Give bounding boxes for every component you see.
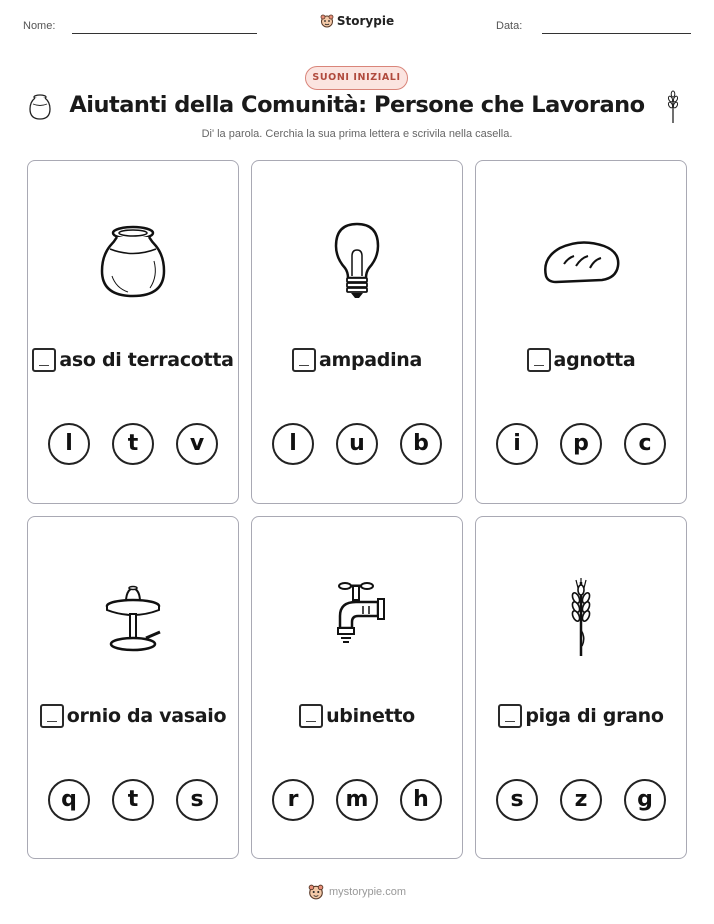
letter-choice[interactable]: s	[176, 779, 218, 821]
name-label: Nome:	[23, 20, 56, 32]
answer-box[interactable]	[527, 348, 551, 372]
answer-box[interactable]	[292, 348, 316, 372]
letter-choice[interactable]: p	[560, 423, 602, 465]
category-badge: SUONI INIZIALI	[305, 66, 408, 90]
letter-choice[interactable]: l	[48, 423, 90, 465]
brand-name: Storypie	[336, 14, 395, 28]
letter-choice[interactable]: u	[336, 423, 378, 465]
letter-choice[interactable]: m	[336, 779, 378, 821]
footer-url: mystorypie.com	[328, 886, 407, 898]
exercise-card-bread	[475, 160, 687, 504]
letter-choice[interactable]: h	[400, 779, 442, 821]
letter-choice[interactable]: c	[624, 423, 666, 465]
potters-wheel-icon	[88, 572, 178, 662]
word-ending: ubinetto	[326, 705, 415, 727]
letter-choice[interactable]: t	[112, 779, 154, 821]
faucet-icon	[312, 572, 402, 662]
letter-choice[interactable]: i	[496, 423, 538, 465]
bread-icon	[536, 216, 626, 306]
letter-choice[interactable]: b	[400, 423, 442, 465]
exercise-card-vase	[27, 160, 239, 504]
exercise-card-potters-wheel	[27, 516, 239, 859]
word-ending: ampadina	[318, 349, 423, 371]
word-ending: aso di terracotta	[59, 349, 234, 371]
letter-choice[interactable]: l	[272, 423, 314, 465]
letter-choice[interactable]: v	[176, 423, 218, 465]
instructions: Di' la parola. Cerchia la sua prima lettera e scrivila nella casella.	[201, 128, 513, 140]
wheat-icon	[664, 90, 682, 124]
lightbulb-icon	[312, 216, 402, 306]
footer	[0, 884, 714, 904]
vase-icon	[88, 216, 178, 306]
wheat-icon	[536, 572, 626, 662]
word-ending: ornio da vasaio	[66, 705, 227, 727]
answer-box[interactable]	[299, 704, 323, 728]
storypie-mascot-icon	[320, 14, 334, 28]
exercise-card-wheat	[475, 516, 687, 859]
letter-choice[interactable]: s	[496, 779, 538, 821]
answer-box[interactable]	[498, 704, 522, 728]
answer-box[interactable]	[32, 348, 56, 372]
letter-choice[interactable]: g	[624, 779, 666, 821]
word-ending: agnotta	[553, 349, 636, 371]
date-line[interactable]	[542, 33, 691, 34]
brand	[0, 13, 714, 32]
letter-choice[interactable]: z	[560, 779, 602, 821]
name-line[interactable]	[72, 33, 257, 34]
exercise-card-faucet	[251, 516, 463, 859]
answer-box[interactable]	[40, 704, 64, 728]
exercise-card-lightbulb	[251, 160, 463, 504]
letter-choice[interactable]: q	[48, 779, 90, 821]
date-label: Data:	[496, 20, 523, 32]
letter-choice[interactable]: t	[112, 423, 154, 465]
page-title: Aiutanti della Comunità: Persone che Lavorano	[69, 92, 645, 118]
word-ending: piga di grano	[525, 705, 664, 727]
storypie-mascot-icon	[308, 884, 324, 900]
letter-choice[interactable]: r	[272, 779, 314, 821]
